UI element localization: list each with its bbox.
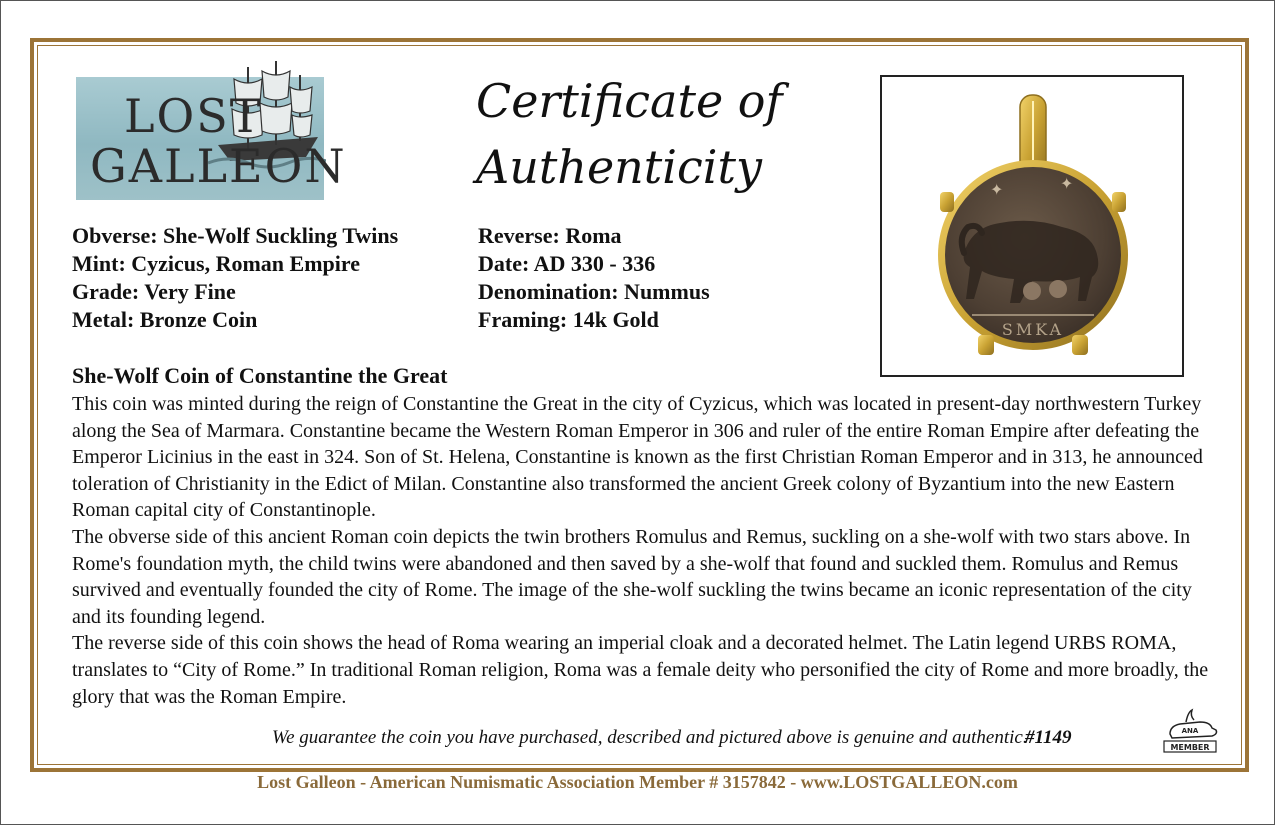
spec-obverse: Obverse: She-Wolf Suckling Twins	[72, 223, 399, 248]
coin-pendant-image	[882, 77, 1182, 375]
lost-galleon-logo	[76, 77, 347, 200]
svg-text:✦: ✦	[990, 180, 1004, 199]
title-line-2: Authenticity	[476, 140, 762, 194]
paragraph-obverse: The obverse side of this ancient Roman coin depicts the twin brothers Romulus and Remus, suckling on a she-wolf with two stars above. In Rome's foundation myth, the child twins were abandoned and then saved by a she-wolf that found and suckled them. Romulus and Remus survived and eventually founded the city of Rome. The image of the she-wolf suckling the twins became an iconic representation of the city and its founding legend.	[72, 525, 1192, 628]
paragraph-history: This coin was minted during the reign of Constantine the Great in the city of Cyzicus, which was located in present-day northwestern Turkey along the Sea of Marmara. Constantine became the Western Roman Emperor in 306 and ruler of the entire Roman Empire after defeating the Emperor Licinius in the east in 324. Son of St. Helena, Constantine is known as the first Christian Roman Emperor and in 313, he announced toleration of Christianity in the Edict of Milan. Constantine also transformed the ancient Greek colony of Byzantium into the new Eastern Roman capital city of Constantinople.	[72, 393, 1203, 522]
certificate-title	[476, 68, 806, 200]
guarantee-statement: We guarantee the coin you have purchased, described and pictured above is genuine and authentic.	[272, 727, 1028, 748]
title-line-1: Certificate of	[476, 74, 783, 128]
spec-denomination: Denomination: Nummus	[478, 279, 710, 304]
spec-metal: Metal: Bronze Coin	[72, 307, 258, 332]
spec-framing: Framing: 14k Gold	[478, 307, 659, 332]
spec-mint: Mint: Cyzicus, Roman Empire	[72, 251, 361, 276]
logo-word-lost: LOST	[124, 89, 263, 143]
certificate-number: #1149	[1025, 727, 1072, 748]
spec-reverse: Reverse: Roma	[478, 223, 622, 248]
badge-bottom-text: MEMBER	[1170, 743, 1210, 752]
badge-top-text: ANA	[1181, 727, 1199, 735]
paragraph-reverse: The reverse side of this coin shows the head of Roma wearing an imperial cloak and a decorated helmet. The Latin legend URBS ROMA, translates to “City of Rome.” In traditional Roman religion, Roma was a female deity who personified the city of Rome and more broadly, the glory that was the Roman Empire.	[72, 632, 1209, 708]
logo-word-galleon: GALLEON	[90, 139, 347, 193]
spec-date: Date: AD 330 - 336	[478, 251, 656, 276]
description-heading: She-Wolf Coin of Constantine the Great	[72, 363, 448, 388]
footer-membership-line: Lost Galleon - American Numismatic Association Member # 3157842 - www.LOSTGALLEON.com	[257, 772, 1018, 792]
ana-member-badge-icon	[1156, 708, 1222, 756]
coin-mintmark: SMKA	[1001, 320, 1065, 339]
svg-text:✦: ✦	[1060, 174, 1074, 193]
spec-grade: Grade: Very Fine	[72, 279, 236, 304]
description-body	[72, 391, 1218, 710]
coin-photo-frame	[880, 75, 1184, 377]
